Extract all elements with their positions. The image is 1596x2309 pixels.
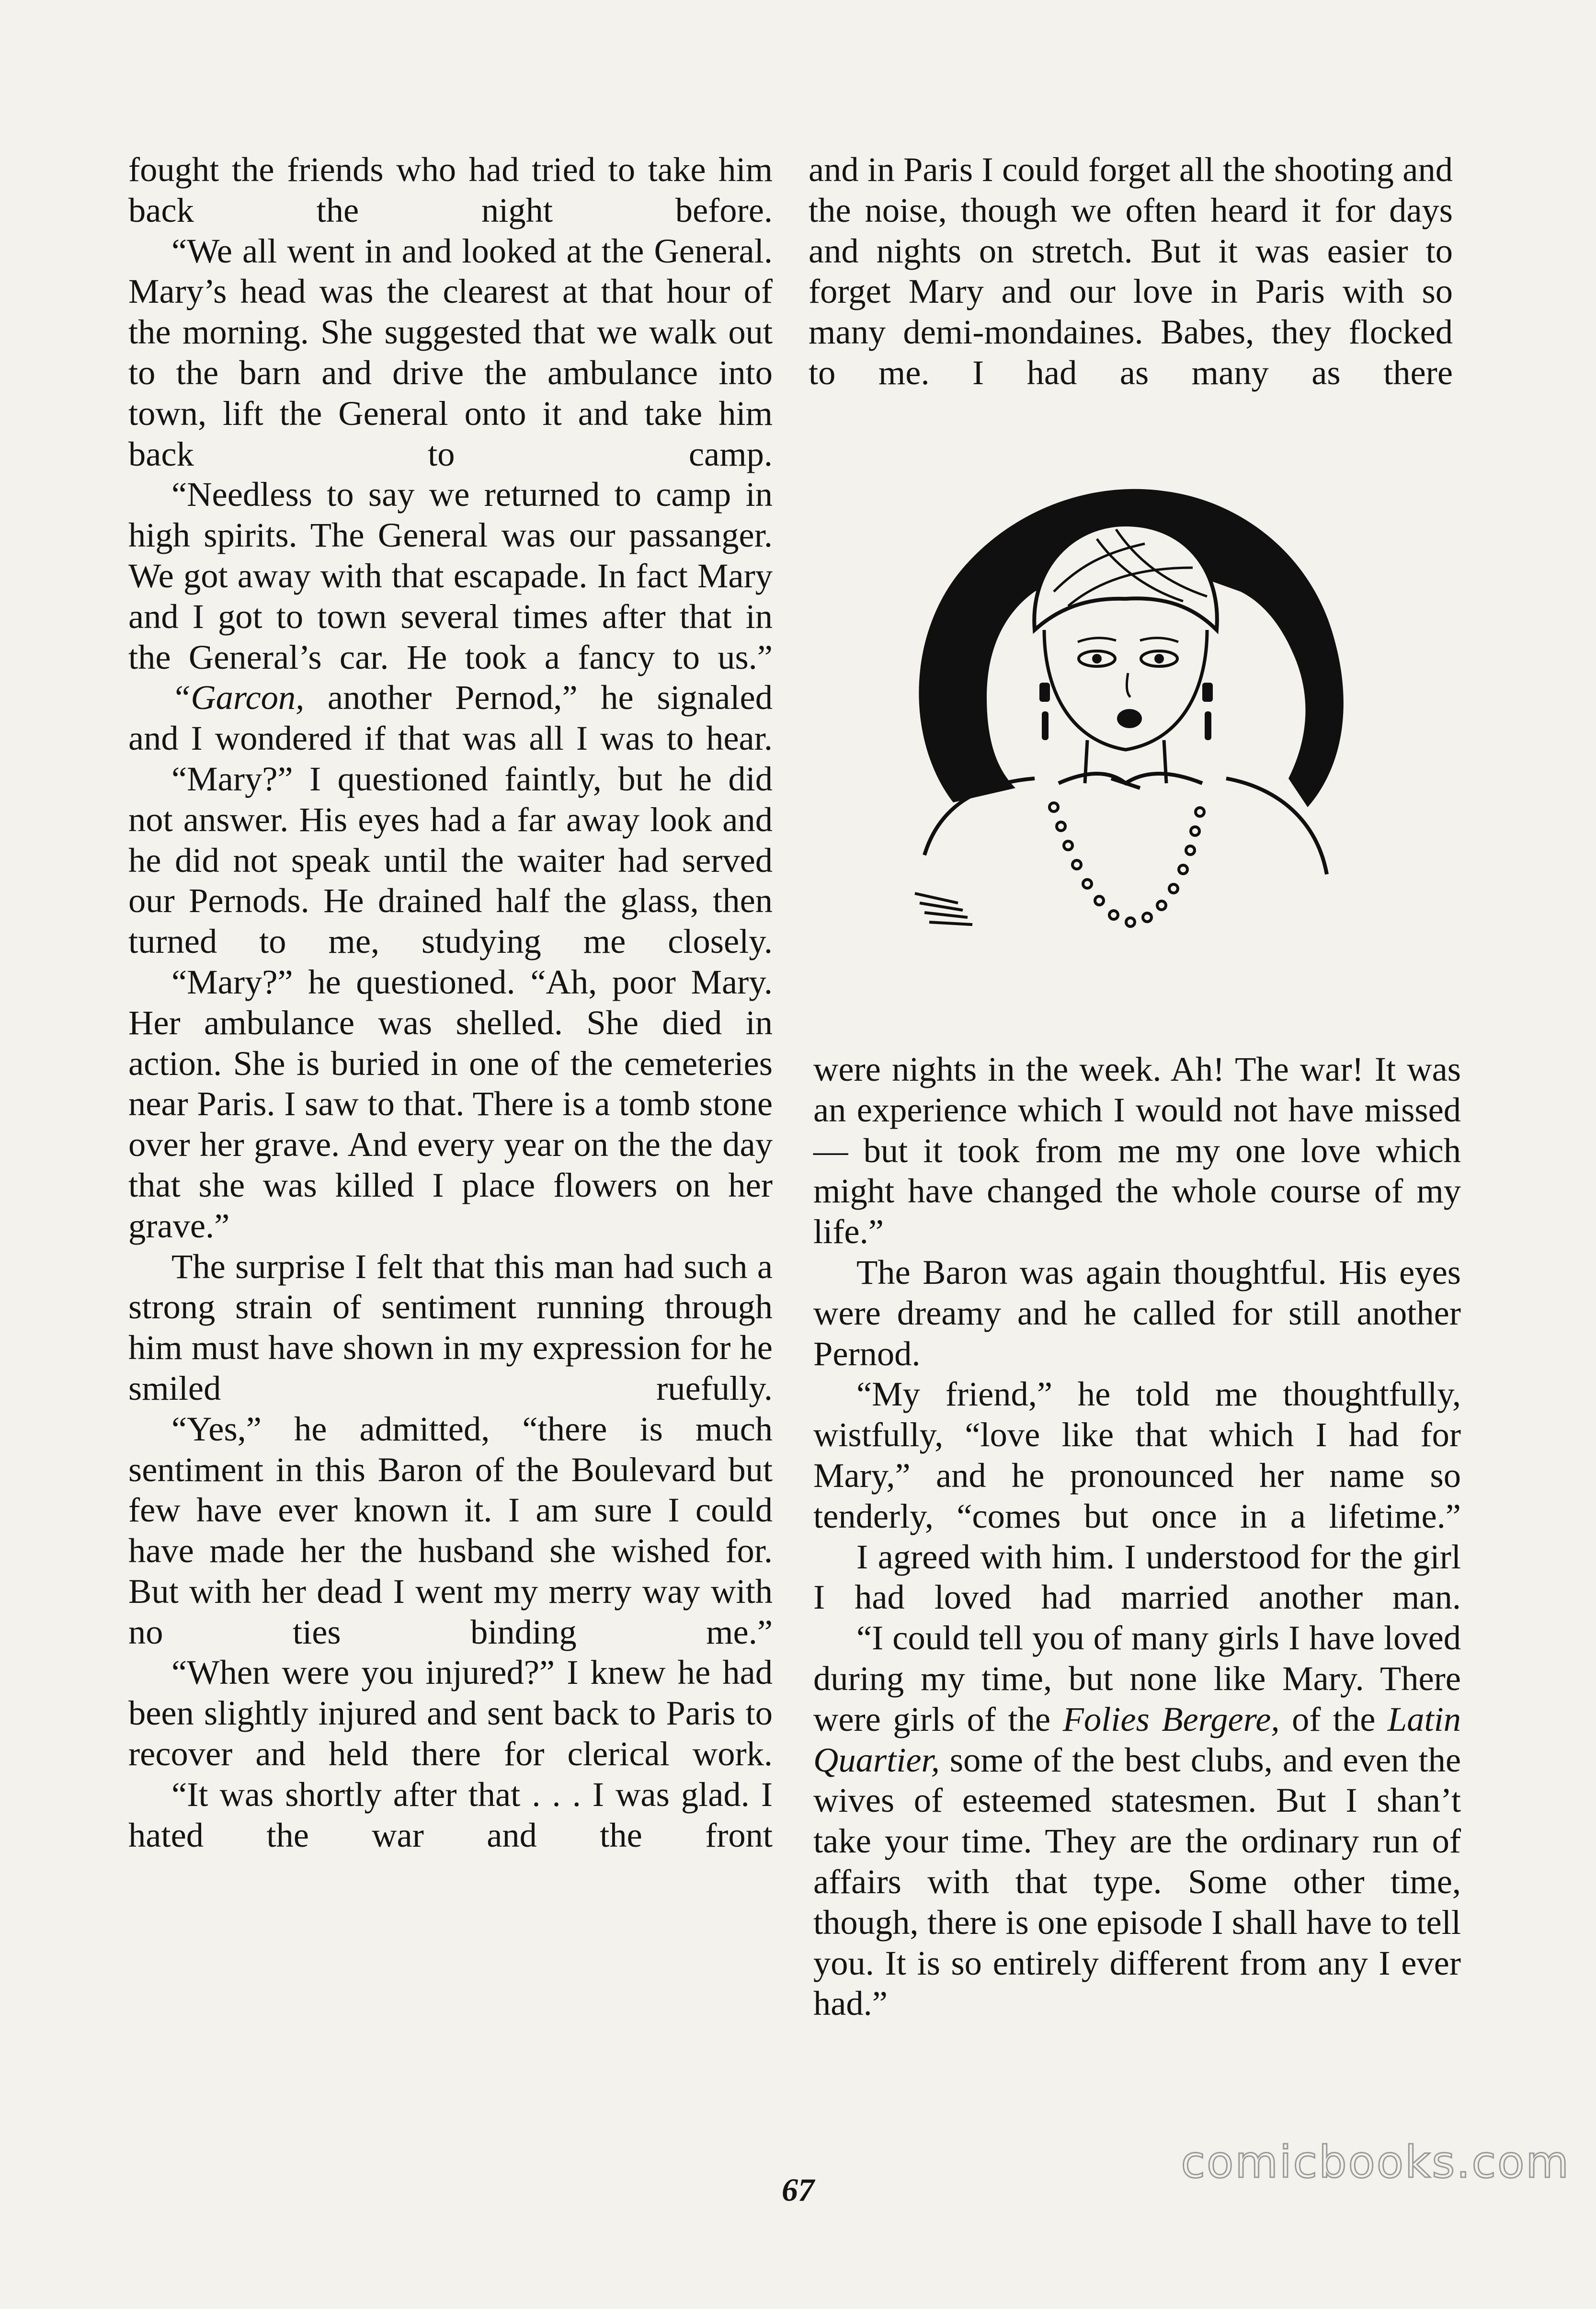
italic-phrase: Folies Bergere, [1062, 1699, 1280, 1738]
right-text-column-top [809, 149, 1453, 393]
paragraph [813, 1618, 1461, 2024]
paragraph: fought the friends who had tried to take him back the night before. [128, 150, 773, 229]
paragraph: “My friend,” he told me thoughtfully, wistfully, “love like that which I had for Mary,” and he pronounced her name so tenderly, “comes but once in a lifetime.” [813, 1374, 1461, 1535]
collar-bow [1059, 774, 1202, 788]
paragraph: “We all went in and looked at the General. Mary’s head was the clearest at that hour of the morning. She suggested that we walk out to the barn and drive the ambulance into town, lift the General onto it and take him back to camp. [128, 231, 773, 473]
right-text-column-bottom [813, 1049, 1461, 2024]
paragraph: I agreed with him. I understood for the girl I had loved had married another man. [813, 1537, 1461, 1617]
face-outline [1044, 630, 1207, 750]
italic-phrase: Latin Quartier, [813, 1699, 1461, 1779]
right-earring [1202, 683, 1213, 702]
paragraph: “Needless to say we returned to camp in high spirits. The General was our passanger. We got away with that escapade. In fact Mary and I got to town several times after that in the General’s car. He took a fancy to us.” [128, 475, 773, 676]
text-run: of the [1279, 1699, 1388, 1738]
page-number: 67 [782, 2172, 814, 2208]
left-text-column [128, 149, 773, 1855]
woman-in-turban-illustration [896, 472, 1356, 996]
paragraph: were nights in the week. Ah! The war! It was an experience which I would not have missed — but it took from me my one love which might have changed the whole course of my life.” [813, 1050, 1461, 1251]
paragraph: The surprise I felt that this man had such a strong strain of sentiment running through him must have shown in my expression for he smiled ruefully. [128, 1246, 773, 1407]
pearl-necklace [1049, 803, 1204, 926]
paragraph: The Baron was again thoughtful. His eyes were dreamy and he called for still another Pernod. [813, 1252, 1461, 1373]
italic-phrase: “Garcon, [171, 678, 305, 717]
paragraph [128, 677, 773, 759]
paragraph: “Mary?” he questioned. “Ah, poor Mary. Her ambulance was shelled. She died in action. She is buried in one of the cemeteries near Paris. I saw to that. There is a tomb stone over her grave. And every year on the the day that she was killed I place flowers on her grave.” [128, 962, 773, 1245]
watermark-text: comicbooks.com [1181, 2137, 1570, 2188]
left-earring [1039, 683, 1050, 702]
lips [1117, 709, 1142, 728]
paragraph: “When were you injured?” I knew he had been slightly injured and sent back to Paris to recover and held there for clerical work. [128, 1653, 773, 1773]
text-run: “I could tell you of many girls I have loved during my time, but none like Mary. There were girls of the [813, 1618, 1461, 1738]
text-run: some of the best clubs, and even the wives of esteemed statesmen. But I shan’t take your time. They are the ordinary run of affairs with that type. Some other time, though, there is one episode I shall have to tell you. It is so entirely different from any I ever had.” [813, 1740, 1461, 2023]
paragraph: “Mary?” I questioned faintly, but he did not answer. His eyes had a far away look and he did not speak until the waiter had served our Pernods. He drained half the glass, then turned to me, studying me closely. [128, 759, 773, 961]
text-run: another Pernod,” he signaled and I wondered if that was all I was to hear. [128, 678, 773, 758]
paragraph: “Yes,” he admitted, “there is much sentiment in this Baron of the Boulevard but few have ever known it. I am sure I could have made her the husband she wished for. But with her dead I went my merry way with no ties binding me.” [128, 1409, 773, 1651]
paragraph: and in Paris I could forget all the shooting and the noise, though we often heard it for days and nights on stretch. But it was easier to forget Mary and our love in Paris with so many demi-mondaines. Babes, they flocked to me. I had as many as there [809, 150, 1453, 392]
paragraph: “It was shortly after that . . . I was glad. I hated the war and the front [128, 1774, 773, 1854]
hand-sketch [915, 893, 972, 925]
